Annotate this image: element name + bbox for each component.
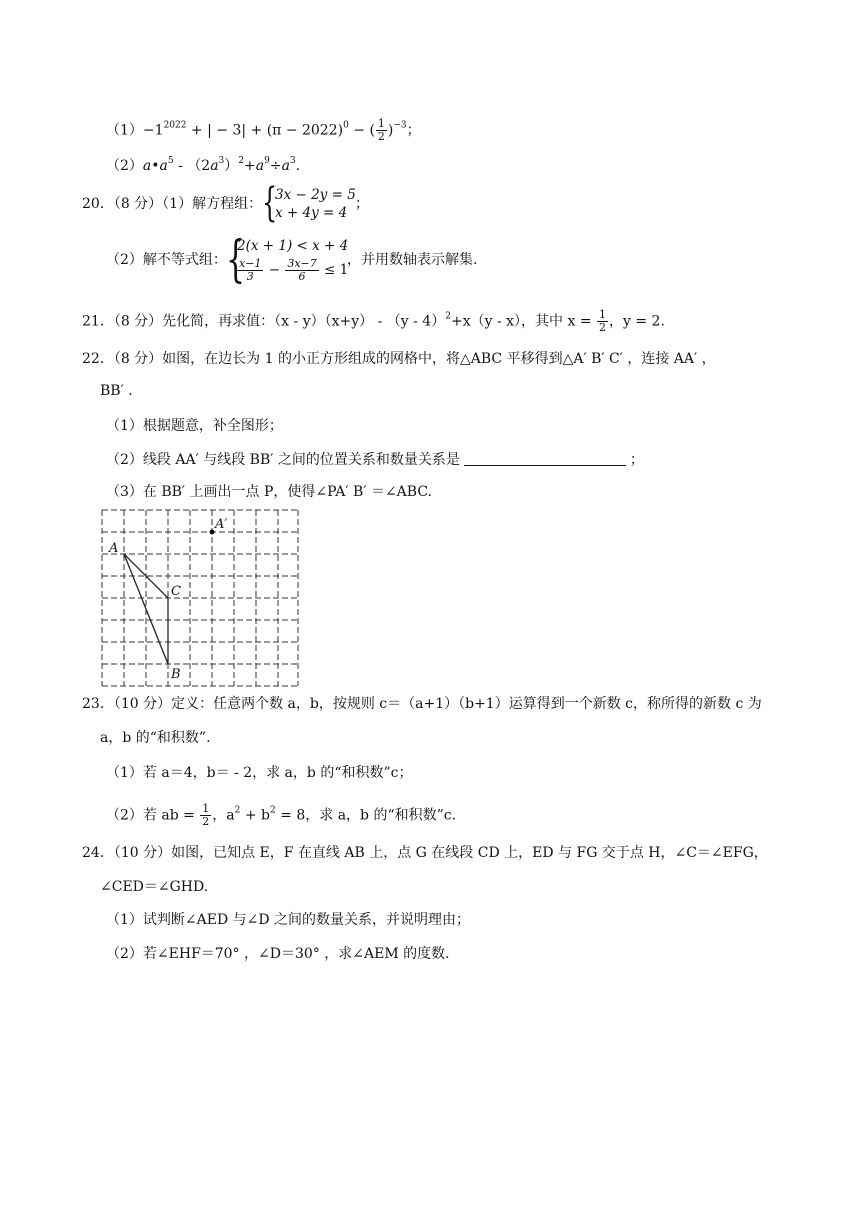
q19-part2-a9: a xyxy=(255,158,265,174)
q20-part1-label: （8 分）（1）解方程组： xyxy=(113,196,263,212)
q23-line2: a，b 的“和积数”. xyxy=(100,730,211,746)
q19-part1-fraction xyxy=(376,118,387,143)
q21-text2: +x（y - x），其中 x = xyxy=(450,313,597,330)
q24-line1: 24．（10 分）如图，已知点 E，F 在直线 AB 上，点 G 在线段 CD 上，ED 与 FG 交于点 H，∠C＝∠EFG， xyxy=(82,845,768,861)
q23-part2-mid2: + b xyxy=(240,807,270,824)
q22-line1: 22．（8 分）如图，在边长为 1 的小正方形组成的网格中，将△ABC 平移得到△A′ B′ C′ ，连接 AA′ ， xyxy=(82,351,716,367)
q19-part1-semi: ； xyxy=(406,122,421,139)
q24-line2: ∠CED＝∠GHD. xyxy=(100,879,209,895)
q20-frac-a-num: x−1 xyxy=(239,257,262,270)
q20-frac-a-den: 3 xyxy=(246,270,254,283)
q19-part1-exp1: 2022 xyxy=(163,120,187,131)
q24-part2: （2）若∠EHF＝70° ，∠D＝30° ，求∠AEM 的度数. xyxy=(106,946,450,962)
grid-figure xyxy=(100,508,302,690)
q19-part2-dot: • xyxy=(151,158,160,174)
q20-tail: ，并用数轴表示解集. xyxy=(347,252,478,268)
q19-part1-mid: + | − 3| + (π − 2022) xyxy=(186,122,344,139)
q19-frac-num: 1 xyxy=(377,117,385,130)
q20-part2-label: （2）解不等式组： xyxy=(106,252,227,268)
q19-part2-close: ） xyxy=(224,158,239,174)
q20-number: 20． xyxy=(82,196,114,212)
q21-fraction xyxy=(597,309,608,334)
answer-blank[interactable] xyxy=(464,451,626,466)
q23-part2 xyxy=(106,803,456,828)
q19-part2-plus: + xyxy=(244,158,256,174)
q21-text: 21．（8 分）先化简，再求值：（x - y）（x+y） - （y - 4） xyxy=(82,313,446,330)
q19-part1 xyxy=(106,118,421,143)
q23-fraction xyxy=(200,803,211,828)
q19-part2-a3b: a xyxy=(281,158,290,174)
q20-frac-b-num: 3x−7 xyxy=(287,257,317,270)
q19-part1-expr: −1 xyxy=(142,122,164,139)
q23-part2-post: = 8，求 a，b 的“和积数”c. xyxy=(275,807,457,824)
q20-semicolon: ； xyxy=(355,196,369,212)
q20-part1 xyxy=(82,194,262,214)
q20-inequality-2 xyxy=(236,258,348,283)
q22-line2: BB′ . xyxy=(100,383,133,399)
q23-part2-mid: ，a xyxy=(212,807,235,824)
q20-frac-a xyxy=(237,258,263,283)
q19-part2-sup9: 9 xyxy=(264,156,270,166)
q20-brace-2: { xyxy=(226,230,246,288)
q21-frac-den: 2 xyxy=(599,321,607,334)
q19-part2-sup3: 3 xyxy=(218,156,225,166)
q22-part2 xyxy=(106,450,644,470)
q19-part1-exp2: 0 xyxy=(343,120,349,131)
q22-part2-end: ； xyxy=(629,452,644,468)
label-a-prime: A′ xyxy=(215,517,228,532)
q19-part2-div: ÷ xyxy=(269,158,282,174)
q23-frac-num: 1 xyxy=(202,802,210,815)
q20-inequality-1: 2(x + 1) < x + 4 xyxy=(237,238,349,254)
q20-equation-1: 3x − 2y = 5 xyxy=(275,187,356,203)
q20-le: ≤ 1 xyxy=(324,262,349,278)
q20-frac-b-den: 6 xyxy=(298,270,306,283)
label-b: B xyxy=(171,667,181,682)
grid-lines xyxy=(102,510,298,686)
q21-sup: 2 xyxy=(445,311,451,322)
q21 xyxy=(82,309,665,334)
q22-part2-text: （2）线段 AA′ 与线段 BB′ 之间的位置关系和数量关系是 xyxy=(106,452,460,468)
q24-part1: （1）试判断∠AED 与∠D 之间的数量关系，并说明理由； xyxy=(106,912,471,928)
q19-part2 xyxy=(106,156,300,176)
q22-part3: （3）在 BB′ 上画出一点 P，使得∠PA′ B′ ＝∠ABC. xyxy=(106,484,433,500)
q23-sup2: 2 xyxy=(269,805,276,816)
q19-part2-label: （2） xyxy=(106,158,143,174)
q20-equation-2: x + 4y = 4 xyxy=(275,205,348,221)
q20-minus: − xyxy=(268,262,281,278)
q19-part2-a5: a xyxy=(159,158,168,174)
label-a: A xyxy=(109,541,119,556)
q19-part2-a: a xyxy=(142,158,152,174)
q19-frac-den: 2 xyxy=(377,130,385,143)
q21-text3: ，y = 2. xyxy=(609,313,665,330)
q22-part1: （1）根据题意，补全图形； xyxy=(106,418,283,434)
q23-part2-pre: （2）若 ab = xyxy=(106,807,200,824)
q23-frac-den: 2 xyxy=(202,815,210,828)
q19-part1-label: （1） xyxy=(106,122,143,139)
q19-part2-a3: a xyxy=(210,158,219,174)
q20-brace-1: { xyxy=(262,180,278,226)
q23-part1: （1）若 a＝4，b＝ - 2，求 a，b 的“和积数”c； xyxy=(106,765,413,781)
point-a-prime xyxy=(210,530,215,535)
q23-sup1: 2 xyxy=(234,805,241,816)
q19-part1-exp3: −3 xyxy=(393,120,407,131)
label-c: C xyxy=(171,584,181,599)
q19-part1-close: ) xyxy=(387,122,394,139)
q19-part2-minus: - （2 xyxy=(173,158,211,174)
q19-part2-sup3b: 3 xyxy=(289,156,296,166)
q19-part2-end: . xyxy=(295,158,301,174)
q20-frac-b xyxy=(285,258,318,283)
q21-frac-num: 1 xyxy=(599,308,607,321)
q19-part2-sup5: 5 xyxy=(167,156,174,166)
q19-part1-minus: − ( xyxy=(348,122,375,139)
q23-line1: 23．（10 分）定义：任意两个数 a，b，按规则 c＝（a+1）（b+1）运算得到一个新数 c，称所得的新数 c 为 xyxy=(82,696,762,712)
q19-part2-sup2: 2 xyxy=(238,156,245,166)
